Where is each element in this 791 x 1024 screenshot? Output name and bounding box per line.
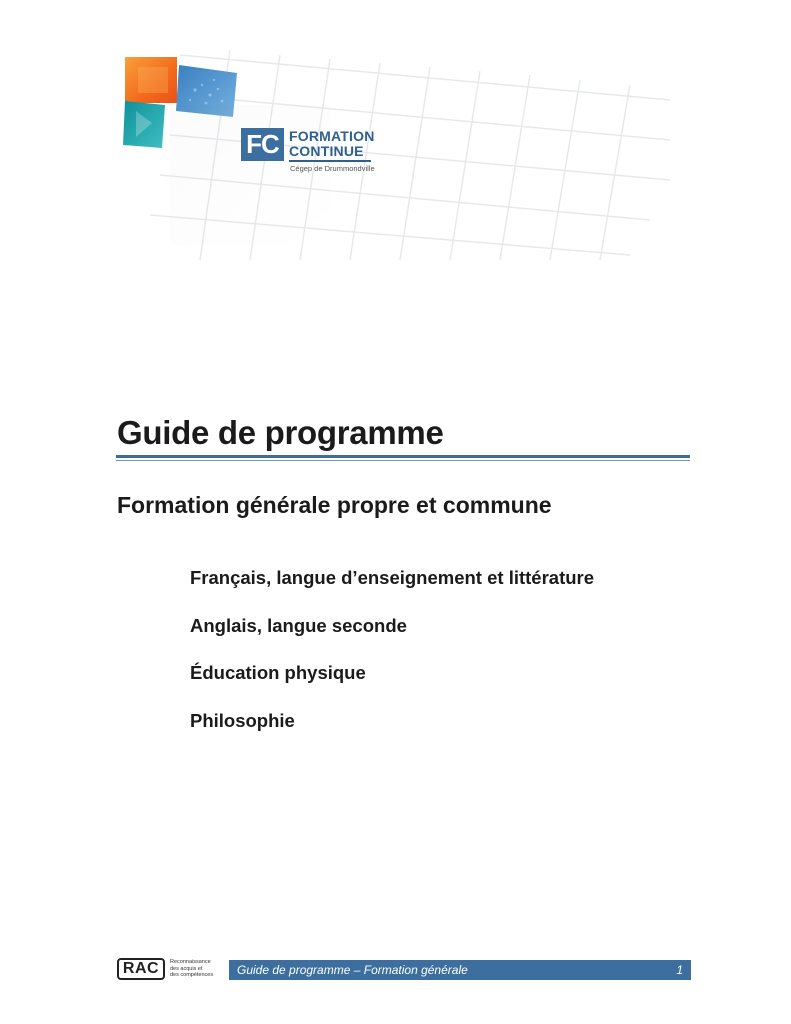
logo-name-line2: CONTINUE [289, 143, 364, 159]
rac-logo [117, 958, 227, 982]
subject-item: Anglais, langue seconde [190, 614, 407, 636]
document-subtitle: Formation générale propre et commune [117, 492, 552, 518]
header-graphic [110, 45, 680, 265]
fc-badge: FC [241, 128, 284, 161]
subject-item: Français, langue d’enseignement et littérature [190, 567, 595, 588]
logo-name-line1: FORMATION [289, 128, 375, 144]
rac-caption-line: Reconnaissance [170, 959, 211, 965]
rac-caption-line: des compétences [170, 972, 214, 978]
title-rule-thick [116, 455, 690, 458]
footer-bar [229, 960, 691, 980]
rac-badge: RAC [117, 958, 165, 980]
rac-caption-line: des acquis et [170, 965, 203, 972]
subject-item: Éducation physique [190, 662, 366, 683]
footer-text: Guide de programme – Formation générale [237, 963, 468, 977]
logo-subtitle: Cégep de Drummondville [290, 164, 375, 173]
subject-item: Philosophie [190, 709, 295, 731]
subject-list [190, 567, 594, 757]
orange-square [125, 57, 177, 103]
teal-square [123, 101, 165, 148]
title-rule-thin [116, 460, 690, 461]
soft-shadow [170, 105, 330, 245]
document-title: Guide de programme [117, 414, 444, 451]
logo-underline [289, 160, 371, 162]
rac-caption [170, 959, 213, 979]
page-number: 1 [676, 963, 683, 977]
